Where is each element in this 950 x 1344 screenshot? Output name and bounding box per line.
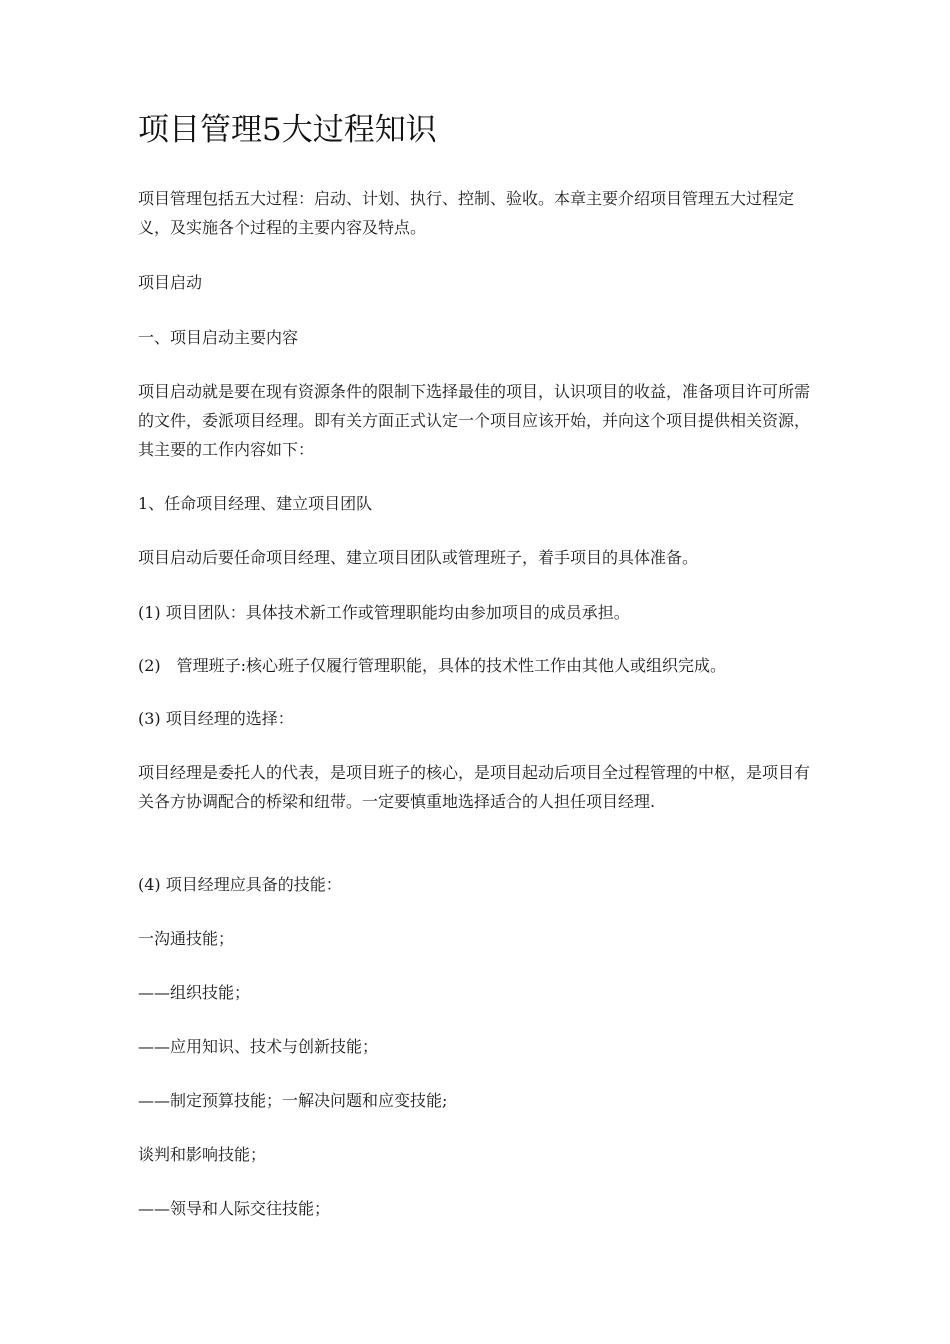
skill-knowledge-innovation: ——应用知识、技术与创新技能； xyxy=(138,1037,379,1056)
subsection-heading-main-content: 一、项目启动主要内容 xyxy=(138,328,299,347)
list-item-project-team: (1) 项目团队：具体技术新工作或管理职能均由参加项目的成员承担。 xyxy=(138,603,630,622)
skill-leadership: ——领导和人际交往技能； xyxy=(138,1199,331,1218)
manager-role-paragraph: 项目经理是委托人的代表，是项目班子的核心，是项目起动后项目全过程管理的中枢，是项目有关各方协调配合的桥梁和纽带。一定要慎重地选择适合的人担任项目经理. xyxy=(138,763,811,811)
item-heading-appoint-manager: 1、任命项目经理、建立项目团队 xyxy=(138,494,373,513)
section-heading-project-initiation: 项目启动 xyxy=(138,273,203,292)
skill-organization: ——组织技能； xyxy=(138,983,251,1002)
intro-paragraph: 项目管理包括五大过程：启动、计划、执行、控制、验收。本章主要介绍项目管理五大过程定义，及实施各个过程的主要内容及特点。 xyxy=(138,189,795,237)
initiation-definition-paragraph: 项目启动就是要在现有资源条件的限制下选择最佳的项目，认识项目的收益，准备项目许可所需的文件，委派项目经理。即有关方面正式认定一个项目应该开始，并向这个项目提供相关资源，其主要的工作内容如下： xyxy=(138,382,811,459)
appoint-manager-paragraph: 项目启动后要任命项目经理、建立项目团队或管理班子，着手项目的具体准备。 xyxy=(138,548,699,567)
document-title: 项目管理5大过程知识 xyxy=(138,112,437,148)
list-item-manager-selection: (3) 项目经理的选择： xyxy=(138,709,294,728)
skill-budget-problem-solving: ——制定预算技能；一解决问题和应变技能; xyxy=(138,1091,448,1110)
skill-communication: 一沟通技能； xyxy=(138,929,235,948)
list-item-management-team: (2) 管理班子:核心班子仅履行管理职能，具体的技术性工作由其他人或组织完成。 xyxy=(138,656,727,675)
list-item-manager-skills: (4) 项目经理应具备的技能： xyxy=(138,875,342,894)
skill-negotiation: 谈判和影响技能； xyxy=(138,1145,267,1164)
